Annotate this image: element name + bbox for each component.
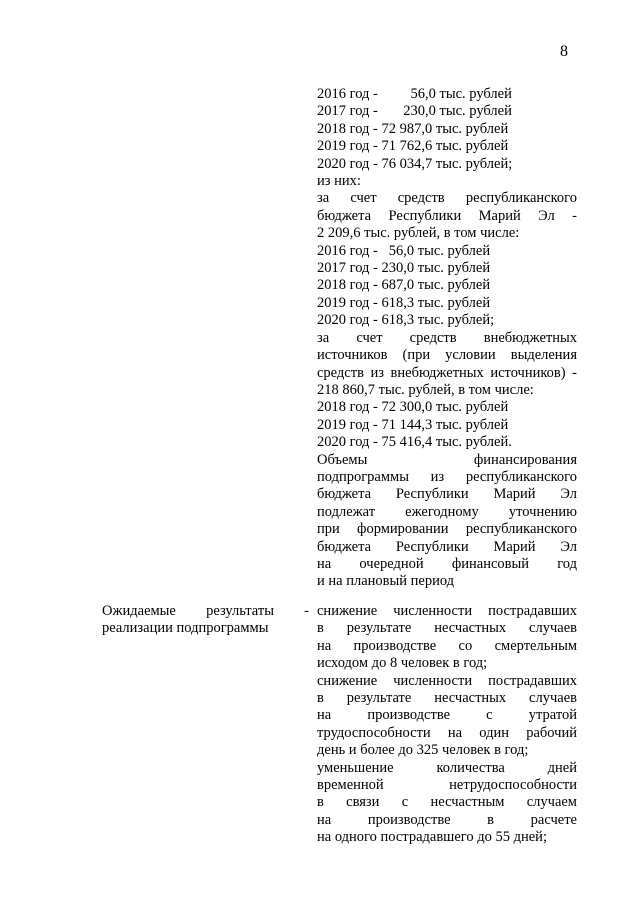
results-label — [102, 603, 309, 638]
extra-year-2020: 2020 год - 75 416,4 тыс. рублей. — [317, 434, 512, 451]
note-line: при формировании республиканского — [317, 521, 577, 538]
total-year-2016: 2016 год - 56,0 тыс. рублей — [317, 86, 512, 102]
result-item2-line: в результате несчастных случаев — [317, 690, 577, 707]
note-line: подпрограммы из республиканского — [317, 468, 577, 485]
extra-intro-line: за счет средств внебюджетных — [317, 329, 577, 346]
note-line: подлежат ежегодному уточнению — [317, 503, 577, 520]
of-which-label: из них: — [317, 173, 361, 190]
result-item2-line: трудоспособности на один рабочий — [317, 724, 577, 741]
note-last-line: и на плановый период — [317, 573, 455, 590]
republic-year-2018: 2018 год - 687,0 тыс. рублей — [317, 277, 491, 294]
note-line: бюджета Республики Марий Эл — [317, 538, 577, 555]
extra-year-2019: 2019 год - 71 144,3 тыс. рублей — [317, 416, 509, 433]
republic-year-2016: 2016 год - 56,0 тыс. рублей — [317, 242, 491, 259]
result-item3-last: на одного пострадавшего до 55 дней; — [317, 829, 547, 846]
note-line: Объемы финансирования — [317, 451, 577, 468]
total-year-2020: 2020 год - 76 034,7 тыс. рублей; — [317, 155, 513, 172]
result-item2-last: день и более до 325 человек в год; — [317, 742, 529, 759]
republic-intro-line: за счет средств республиканского — [317, 190, 577, 207]
extra-intro-line: средств из внебюджетных источников) - — [317, 364, 577, 381]
total-year-2019: 2019 год - 71 762,6 тыс. рублей — [317, 138, 509, 155]
extra-year-2018: 2018 год - 72 300,0 тыс. рублей — [317, 399, 509, 416]
extra-intro-line: источников (при условии выделения — [317, 347, 577, 364]
republic-total: 2 209,6 тыс. рублей, в том числе: — [317, 225, 520, 242]
result-item1-line: в результате несчастных случаев — [317, 620, 577, 637]
results-label-line1: Ожидаемые результаты - — [102, 603, 309, 619]
total-year-2017: 2017 год - 230,0 тыс. рублей — [317, 103, 512, 120]
note-line: бюджета Республики Марий Эл — [317, 486, 577, 503]
result-item1-line: на производстве со смертельным — [317, 637, 577, 654]
result-item3-line: уменьшение количества дней — [317, 759, 577, 776]
result-item3-line: временной нетрудоспособности — [317, 777, 577, 794]
republic-year-2020: 2020 год - 618,3 тыс. рублей; — [317, 312, 495, 329]
result-item2-line: снижение численности пострадавших — [317, 672, 577, 689]
result-item1-last: исходом до 8 человек в год; — [317, 655, 488, 672]
result-item2-line: на производстве с утратой — [317, 707, 577, 724]
republic-year-2017: 2017 год - 230,0 тыс. рублей — [317, 260, 491, 277]
note-line: на очередной финансовый год — [317, 555, 577, 572]
result-item3-line: в связи с несчастным случаем — [317, 794, 577, 811]
page-number: 8 — [560, 43, 568, 60]
results-label-line2: реализации подпрограммы — [102, 620, 269, 637]
results-section — [317, 603, 577, 847]
republic-year-2019: 2019 год - 618,3 тыс. рублей — [317, 294, 491, 311]
funding-section — [317, 86, 577, 591]
total-year-2018: 2018 год - 72 987,0 тыс. рублей — [317, 120, 509, 137]
extra-total: 218 860,7 тыс. рублей, в том числе: — [317, 381, 534, 398]
result-item3-line: на производстве в расчете — [317, 811, 577, 828]
result-item1-line: снижение численности пострадавших — [317, 603, 577, 619]
republic-intro-line: бюджета Республики Марий Эл - — [317, 207, 577, 224]
